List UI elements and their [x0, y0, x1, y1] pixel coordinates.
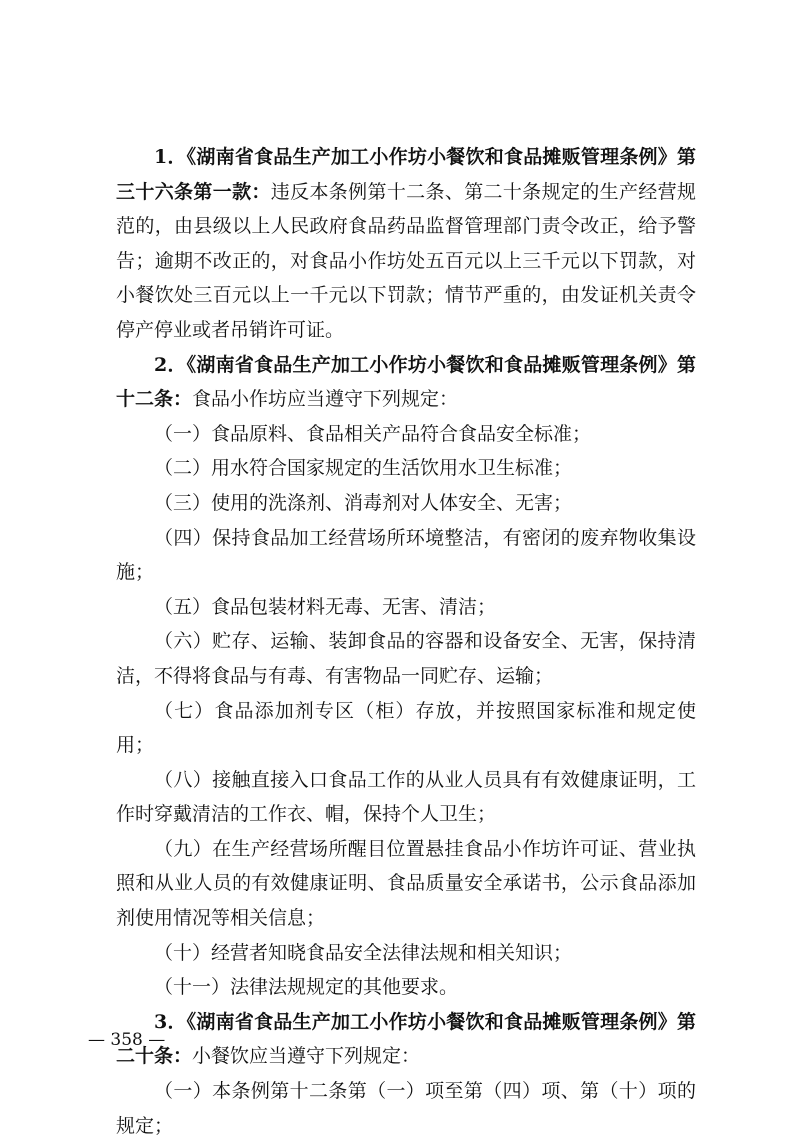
article-1: [116, 140, 696, 348]
list-item: （二）用水符合国家规定的生活饮用水卫生标准；: [154, 457, 573, 480]
list-item: （八）接触直接入口食品工作的从业人员具有有效健康证明，工作时穿戴清洁的工作衣、帽，保持个人卫生；: [116, 768, 696, 826]
article-3-lead: 3．《湖南省食品生产加工小作坊小餐饮和食品摊贩管理条例》第二十条：: [116, 1010, 696, 1068]
list-item: （十）经营者知晓食品安全法律法规和相关知识；: [154, 941, 573, 964]
list-item: （十一）法律法规规定的其他要求。: [154, 976, 459, 999]
article-2-lead: 2．《湖南省食品生产加工小作坊小餐饮和食品摊贩管理条例》第十二条：: [116, 353, 696, 411]
list-item: （七）食品添加剂专区（柜）存放，并按照国家标准和规定使用；: [116, 699, 696, 757]
article-2-body: 食品小作坊应当遵守下列规定：: [192, 388, 459, 411]
list-item: （四）保持食品加工经营场所环境整洁，有密闭的废弃物收集设施；: [116, 526, 696, 584]
list-item: （九）在生产经营场所醒目位置悬挂食品小作坊许可证、营业执照和从业人员的有效健康证明、食品质量安全承诺书，公示食品添加剂使用情况等相关信息；: [116, 837, 696, 930]
article-3-body: 小餐饮应当遵守下列规定：: [192, 1045, 421, 1068]
article-2: [116, 348, 696, 417]
article-1-lead: 1．《湖南省食品生产加工小作坊小餐饮和食品摊贩管理条例》第三十六条第一款：: [116, 146, 696, 203]
document-body: [116, 140, 696, 1143]
list-item: （五）食品包装材料无毒、无害、清洁；: [154, 595, 497, 618]
list-item: （六）贮存、运输、装卸食品的容器和设备安全、无害，保持清洁，不得将食品与有毒、有害物品一同贮存、运输；: [116, 630, 696, 687]
list-item: （三）使用的洗涤剂、消毒剂对人体安全、无害；: [154, 491, 573, 514]
article-1-body: 违反本条例第十二条、第二十条规定的生产经营规范的，由县级以上人民政府食品药品监督管理部门责令改正，给予警告；逾期不改正的，对食品小作坊处五百元以上三千元以下罚款，对小餐饮处三百元以上一千元以下罚款；情节严重的，由发证机关责令停产停业或者吊销许可证。: [116, 180, 696, 341]
list-item: （一）食品原料、食品相关产品符合食品安全标准；: [154, 422, 592, 445]
article-3: [116, 1005, 696, 1074]
page-number: — 358 —: [88, 1030, 166, 1050]
list-item: （一）本条例第十二条第（一）项至第（四）项、第（十）项的规定；: [116, 1080, 696, 1137]
